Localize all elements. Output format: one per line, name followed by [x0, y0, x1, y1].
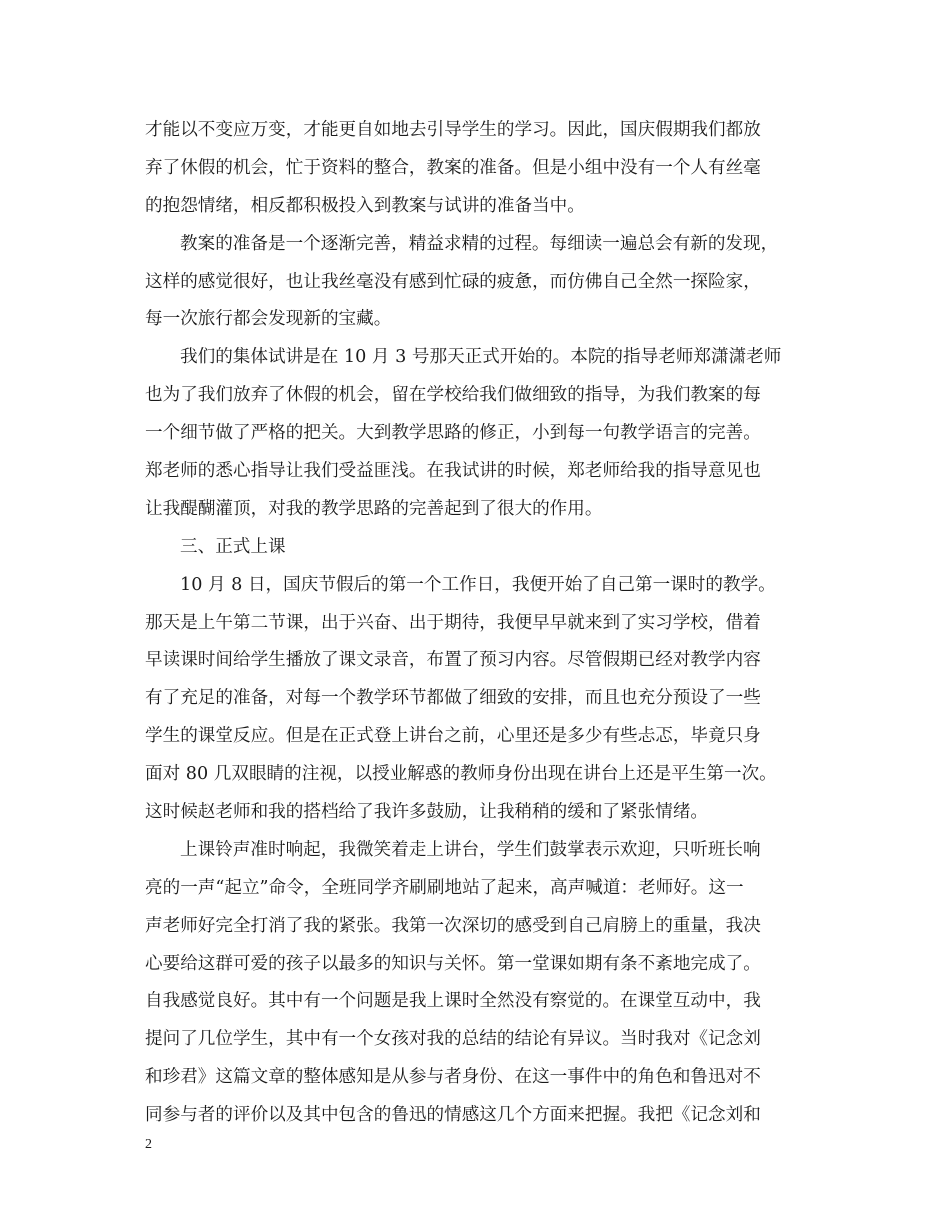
- paragraph-start-line: 教案的准备是一个逐渐完善，精益求精的过程。每细读一遍总会有新的发现，: [180, 233, 779, 254]
- text-line: 才能以不变应万变，才能更自如地去引导学生的学习。因此，国庆假期我们都放: [145, 120, 761, 140]
- text-line: 让我醍醐灌顶，对我的教学思路的完善起到了很大的作用。: [145, 498, 603, 519]
- text-line: 弃了休假的机会，忙于资料的整合，教案的准备。但是小组中没有一个人有丝毫: [145, 157, 761, 178]
- text-line: 面对 80 几双眼睛的注视，以授业解惑的教师身份出现在讲台上还是平生第一次。: [145, 764, 777, 785]
- text-line: 那天是上午第二节课，出于兴奋、出于期待，我便早早就来到了实习学校，借着: [145, 612, 761, 633]
- text-line: 郑老师的悉心指导让我们受益匪浅。在我试讲的时候，郑老师给我的指导意见也: [145, 461, 761, 482]
- paragraph-start-line: 我们的集体试讲是在 10 月 3 号那天正式开始的。本院的指导老师郑潇潇老师: [180, 347, 782, 368]
- text-line: 心要给这群可爱的孩子以最多的知识与关怀。第一堂课如期有条不紊地完成了。: [145, 953, 761, 974]
- text-line: 早读课时间给学生播放了课文录音，布置了预习内容。尽管假期已经对教学内容: [145, 650, 761, 671]
- text-line: 这样的感觉很好，也让我丝毫没有感到忙碌的疲惫，而仿佛自己全然一探险家，: [145, 271, 761, 292]
- paragraph-start-line: 上课铃声准时响起，我微笑着走上讲台，学生们鼓掌表示欢迎，只听班长响: [180, 839, 761, 860]
- document-body: [145, 112, 805, 1135]
- text-line: 自我感觉良好。其中有一个问题是我上课时全然没有察觉的。在课堂互动中，我: [145, 991, 761, 1012]
- text-line: 提问了几位学生，其中有一个女孩对我的总结的结论有异议。当时我对《记念刘: [145, 1029, 761, 1050]
- text-line: 声老师好完全打消了我的紧张。我第一次深切的感受到自己肩膀上的重量，我决: [145, 915, 761, 936]
- text-line: 的抱怨情绪，相反都积极投入到教案与试讲的准备当中。: [145, 195, 585, 216]
- text-line: 一个细节做了严格的把关。大到教学思路的修正，小到每一句教学语言的完善。: [145, 423, 761, 444]
- text-line: 也为了我们放弃了休假的机会，留在学校给我们做细致的指导，为我们教案的每: [145, 385, 761, 406]
- paragraph-start-line: 10 月 8 日，国庆节假后的第一个工作日，我便开始了自己第一课时的教学。: [180, 574, 776, 595]
- text-line: 同参与者的评价以及其中包含的鲁迅的情感这几个方面来把握。我把《记念刘和: [145, 1105, 761, 1126]
- text-line: 这时候赵老师和我的搭档给了我许多鼓励，让我稍稍的缓和了紧张情绪。: [145, 802, 709, 823]
- text-line: 有了充足的准备，对每一个教学环节都做了细致的安排，而且也充分预设了一些: [145, 688, 761, 709]
- page-number: 2: [145, 1137, 152, 1152]
- section-heading: 三、正式上课: [180, 536, 286, 557]
- text-line: 每一次旅行都会发现新的宝藏。: [145, 309, 392, 330]
- text-line: 学生的课堂反应。但是在正式登上讲台之前，心里还是多少有些忐忑，毕竟只身: [145, 726, 761, 747]
- text-line: 亮的一声“起立”命令，全班同学齐刷刷地站了起来，高声喊道：老师好。这一: [145, 877, 744, 898]
- text-line: 和珍君》这篇文章的整体感知是从参与者身份、在这一事件中的角色和鲁迅对不: [145, 1067, 761, 1088]
